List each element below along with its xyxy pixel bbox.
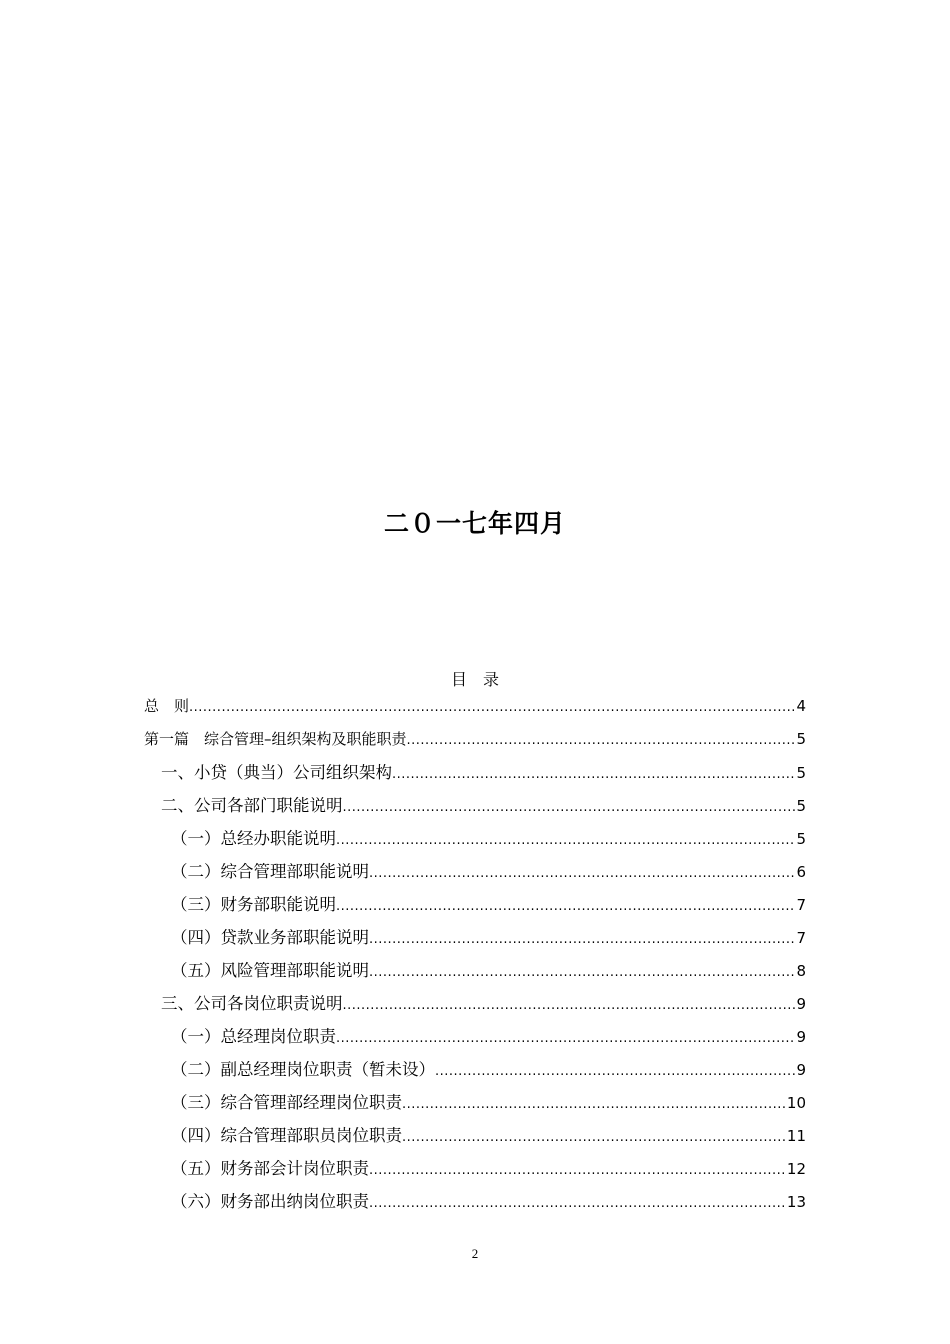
toc-entry-title: （三）财务部职能说明 (171, 895, 336, 914)
toc-dot-leader (343, 791, 797, 824)
toc-entry-page: 5 (796, 830, 806, 848)
toc-entry-cashier-duties[interactable] (144, 1185, 806, 1218)
toc-heading: 目 录 (450, 670, 499, 689)
toc-dot-leader (369, 923, 796, 956)
toc-dot-leader (369, 857, 796, 890)
toc-entry-org-structure[interactable] (144, 756, 806, 789)
table-of-contents (144, 690, 806, 1218)
toc-dot-leader (407, 724, 797, 757)
toc-entry-page: 4 (796, 697, 806, 715)
toc-dot-leader (336, 1022, 796, 1055)
toc-entry-title: （五）财务部会计岗位职责 (171, 1159, 369, 1178)
toc-entry-title: （六）财务部出纳岗位职责 (171, 1192, 369, 1211)
toc-entry-page: 10 (786, 1094, 806, 1112)
toc-entry-page: 9 (796, 995, 806, 1013)
toc-entry-title: （五）风险管理部职能说明 (171, 961, 369, 980)
toc-dot-leader (402, 1088, 787, 1121)
toc-entry-title: （二）副总经理岗位职责（暂未设） (171, 1060, 435, 1079)
toc-entry-gm-duties[interactable] (144, 1020, 806, 1053)
toc-entry-department-functions[interactable] (144, 789, 806, 822)
toc-entry-page: 9 (796, 1061, 806, 1079)
toc-entry-title: 一、小贷（典当）公司组织架构 (161, 763, 392, 782)
toc-entry-position-duties[interactable] (144, 987, 806, 1020)
toc-dot-leader (369, 1187, 787, 1220)
toc-entry-title: （一）总经理岗位职责 (171, 1027, 336, 1046)
toc-dot-leader (336, 890, 796, 923)
document-date-title: 二０一七年四月 (383, 509, 566, 538)
toc-entry-page: 6 (796, 863, 806, 881)
toc-entry-accountant-duties[interactable] (144, 1152, 806, 1185)
toc-entry-title: 总 则 (144, 697, 190, 715)
toc-entry-title: 第一篇 综合管理–组织架构及职能职责 (144, 730, 407, 748)
toc-entry-page: 9 (796, 1028, 806, 1046)
toc-dot-leader (402, 1121, 787, 1154)
toc-entry-page: 13 (786, 1193, 806, 1211)
toc-entry-page: 7 (796, 896, 806, 914)
toc-entry-page: 12 (786, 1160, 806, 1178)
toc-entry-page: 5 (796, 730, 806, 748)
toc-entry-title: 三、公司各岗位职责说明 (161, 994, 343, 1013)
toc-entry-general-principles[interactable] (144, 690, 806, 723)
toc-entry-finance-dept-functions[interactable] (144, 888, 806, 921)
toc-entry-admin-manager-duties[interactable] (144, 1086, 806, 1119)
toc-entry-loan-dept-functions[interactable] (144, 921, 806, 954)
toc-dot-leader (189, 691, 796, 724)
toc-entry-title: 二、公司各部门职能说明 (161, 796, 343, 815)
toc-dot-leader (435, 1055, 796, 1088)
toc-entry-title: （一）总经办职能说明 (171, 829, 336, 848)
toc-entry-title: （二）综合管理部职能说明 (171, 862, 369, 881)
toc-entry-gm-office-functions[interactable] (144, 822, 806, 855)
toc-entry-deputy-gm-duties[interactable] (144, 1053, 806, 1086)
toc-entry-page: 11 (786, 1127, 806, 1145)
toc-dot-leader (343, 989, 797, 1022)
toc-entry-risk-dept-functions[interactable] (144, 954, 806, 987)
toc-entry-page: 5 (796, 764, 806, 782)
toc-entry-page: 5 (796, 797, 806, 815)
toc-dot-leader (336, 824, 796, 857)
toc-entry-title: （四）贷款业务部职能说明 (171, 928, 369, 947)
toc-entry-part-one[interactable] (144, 723, 806, 756)
toc-dot-leader (369, 956, 796, 989)
toc-dot-leader (369, 1154, 787, 1187)
toc-dot-leader (392, 758, 796, 791)
toc-entry-admin-staff-duties[interactable] (144, 1119, 806, 1152)
toc-entry-title: （四）综合管理部职员岗位职责 (171, 1126, 402, 1145)
page-number: 2 (471, 1246, 479, 1261)
toc-entry-admin-dept-functions[interactable] (144, 855, 806, 888)
toc-entry-page: 7 (796, 929, 806, 947)
toc-entry-title: （三）综合管理部经理岗位职责 (171, 1093, 402, 1112)
toc-entry-page: 8 (796, 962, 806, 980)
